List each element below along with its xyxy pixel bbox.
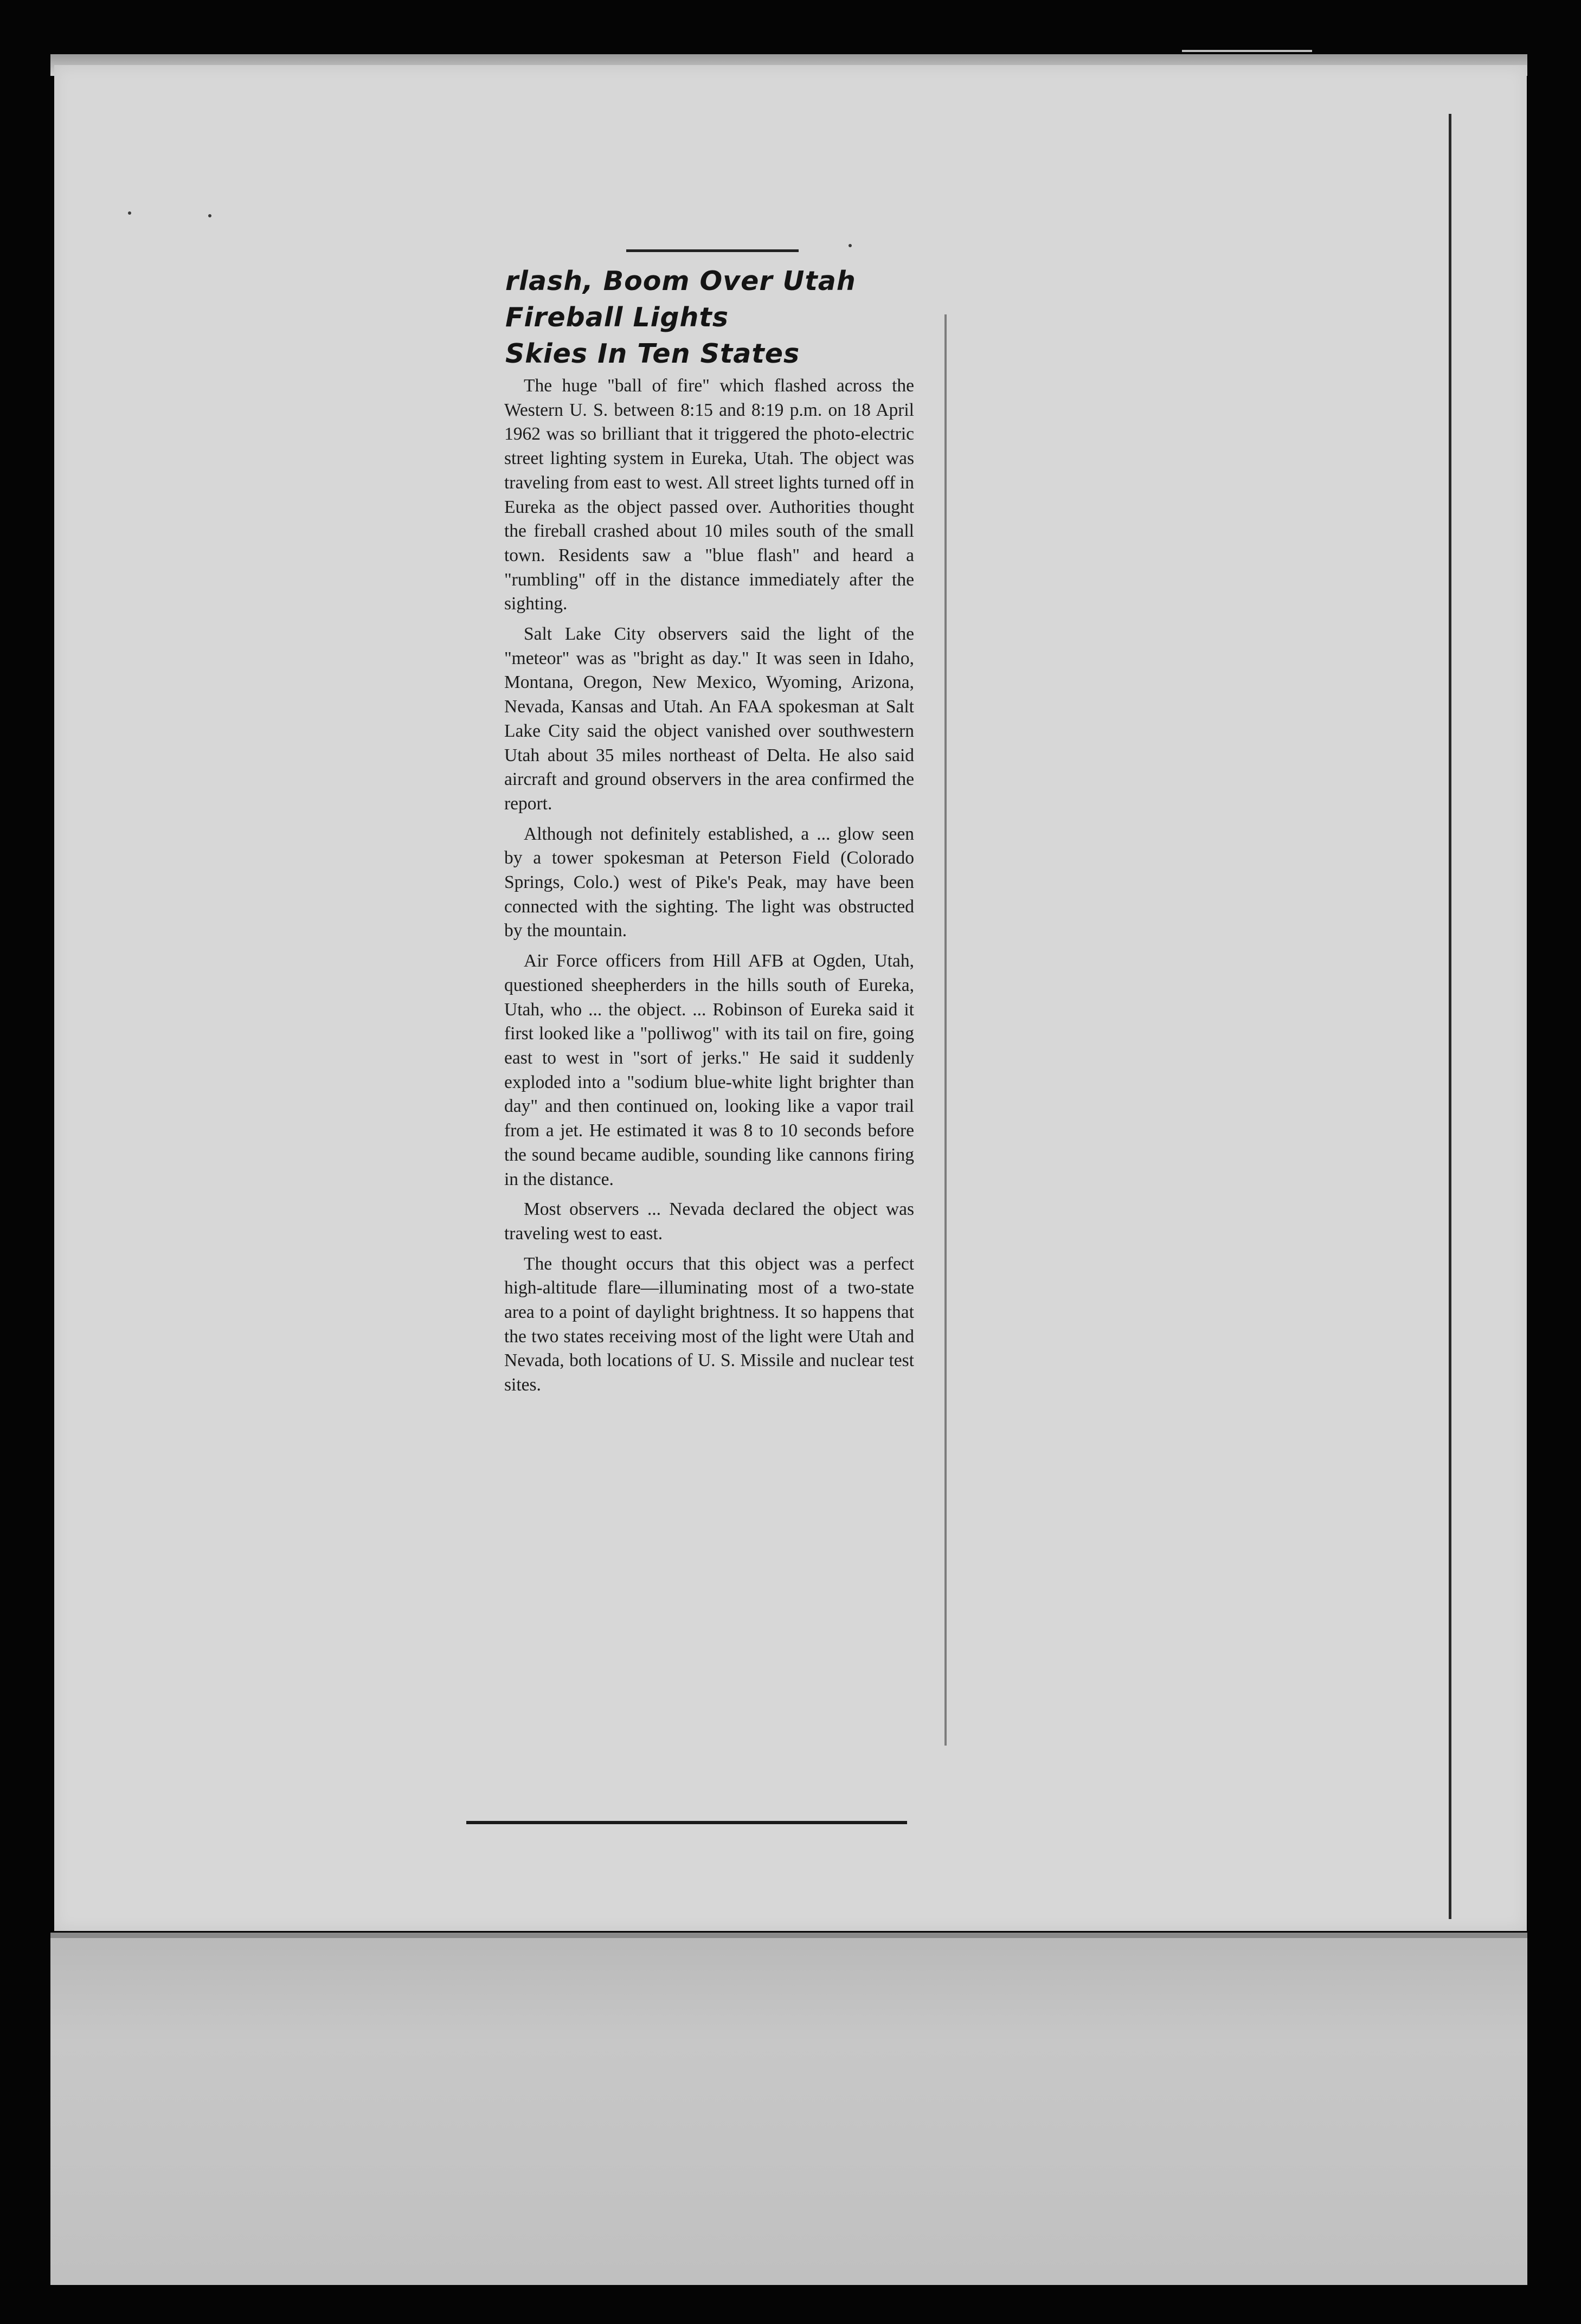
article-paragraph: The thought occurs that this object was a perfect high-altitude flare—illuminating most of a two-state area to a point of daylight brightness. It so happens that the two states receiving most of the light were Utah and Nevada, both locations of U. S. Missile and nuclear test sites. [504,1253,914,1395]
article-paragraph: Salt Lake City observers said the light of the "meteor" was as "bright as day." It was seen in Idaho, Montana, Oregon, New Mexico, Wyoming, Arizona, Nevada, Kansas and Utah. An FAA spokesman at Salt Lake City said the object vanished over southwestern Utah about 35 miles northeast of Delta. He also said aircraft and ground observers in the area confirmed the report. [504,624,914,814]
article-headline [505,263,917,372]
article-body [504,374,914,1404]
article-paragraph: Although not definitely established, a ... glow seen by a tower spokesman at Peterson Field (Colorado Springs, Colo.) west of Pike's Peak, may have been connected with the sighting. The light was obstructed by the mountain. [504,823,914,941]
clipping-cut-edge [944,314,947,1746]
dust-speck [208,214,211,217]
article-paragraph: Most observers ... Nevada declared the object was traveling west to east. [504,1199,914,1244]
film-scratch-mark [1182,50,1312,52]
dust-speck [128,211,131,215]
clipping-bottom-rule [466,1821,907,1824]
article-paragraph: The huge "ball of fire" which flashed across the Western U. S. between 8:15 and 8:19 p.m. on 18 April 1962 was so brilliant that it triggered the photo-electric street lighting system in Eureka, Utah. The object was traveling from east to west. All street lights turned off in Eureka as the object passed over. Authorities thought the fireball crashed about 10 miles south of the small town. Residents saw a "blue flash" and heard a "rumbling" off in the distance immediately after the sighting. [504,376,914,614]
article-paragraph: Air Force officers from Hill AFB at Ogden, Utah, questioned sheepherders in the hills south of Eureka, Utah, who ... the object. ... Robinson of Eureka said it first looked like a "polliwog" with its tail on fire, going east to west in "sort of jerks." He said it suddenly exploded into a "sodium blue-white light brighter than day" and then continued on, looking like a vapor trail from a jet. He estimated it was 8 to 10 seconds before the sound became audible, sounding like cannons firing in the distance. [504,951,914,1189]
right-edge-rule [1449,114,1451,1919]
headline-line-3: Skies In Ten States [505,338,800,369]
clipping-top-rule [626,249,799,252]
newspaper-clipping [488,239,933,1735]
backing-board [50,1933,1527,2285]
headline-line-1: rlash, Boom Over Utah [505,266,856,297]
headline-line-2: Fireball Lights [505,302,729,333]
